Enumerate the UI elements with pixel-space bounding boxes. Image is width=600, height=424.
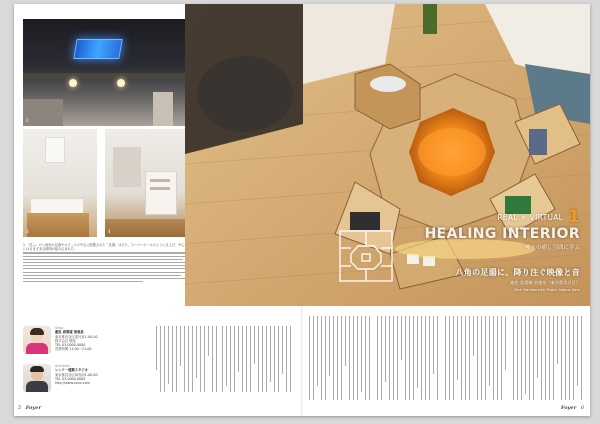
body-text-columns <box>156 326 296 392</box>
credit-line: TEL 03-0000-0000 <box>55 376 86 381</box>
caption-paragraph <box>23 243 187 284</box>
page-number: 6 <box>580 405 584 411</box>
left-folio <box>18 405 41 411</box>
article-headline: HEALING INTERIOR <box>424 226 580 242</box>
article-kicker: 極上の癒し空間に学ぶ <box>524 245 580 251</box>
credit-line: 東京都渋谷区恵比寿1-00-00 <box>55 334 98 339</box>
article-credit-line: Text: Hanako Ishii Photo: Nobuo Sato <box>513 288 580 292</box>
credit-line: TEL 03-0000-0000 <box>55 343 86 348</box>
series-number: 1 <box>567 207 580 227</box>
article-subtitle: 八角の足湯に、降り注ぐ映像と音 <box>455 268 580 277</box>
photo-reception <box>105 129 187 237</box>
photo-treatment-room <box>23 129 97 237</box>
article-subtitle-block <box>390 267 580 292</box>
series-label-row <box>410 207 580 227</box>
credit-role: Architect <box>55 364 70 368</box>
credit-line: http://www.xxxx.com <box>55 381 90 386</box>
magazine-logo: Foyer <box>25 405 42 411</box>
credit-name: レンド一建築スタジオ <box>55 368 88 373</box>
credit-line: 営業時間 11:00〜21:00 <box>55 347 92 352</box>
floor-plan-svg <box>337 228 395 284</box>
credit-line: 株式会社 癒処 <box>55 338 76 343</box>
caption-lead: 1 「足ふ」の八角形の足湯やオフィスの中心に配置された「足湯」はさり。スーパーボールのように仕上げ、中心にはさまざまな照明が組み込まれた。 <box>23 243 185 252</box>
body-text-columns-right <box>309 316 584 400</box>
photo-caption-number: 3 <box>26 229 29 234</box>
caption-text-lines <box>23 252 187 282</box>
photo-ceiling-projection <box>23 19 187 126</box>
credit-line: 東京都渋谷区神宮前1-00-00 <box>55 372 98 377</box>
article-title-block <box>410 207 580 251</box>
shop-owner-avatar <box>23 326 51 354</box>
floor-plan-inset <box>337 228 395 284</box>
right-page <box>303 4 590 416</box>
article-subtitle-small: 癒処 游葉庵 南風泉（東京都渋谷区） <box>510 280 580 285</box>
photo-caption-number: 2 <box>26 118 29 123</box>
magazine-logo: Foyer <box>560 405 577 411</box>
credit-name: 癒処 游葉庵 南風泉 <box>55 330 84 335</box>
credit-role: Shop <box>55 326 64 330</box>
series-label: REAL × VIRTUAL <box>497 213 564 222</box>
photo-caption-number: 4 <box>108 229 111 234</box>
magazine-spread <box>14 4 590 416</box>
page-number: 5 <box>18 405 22 411</box>
architect-avatar <box>23 364 51 392</box>
right-folio <box>561 405 584 411</box>
